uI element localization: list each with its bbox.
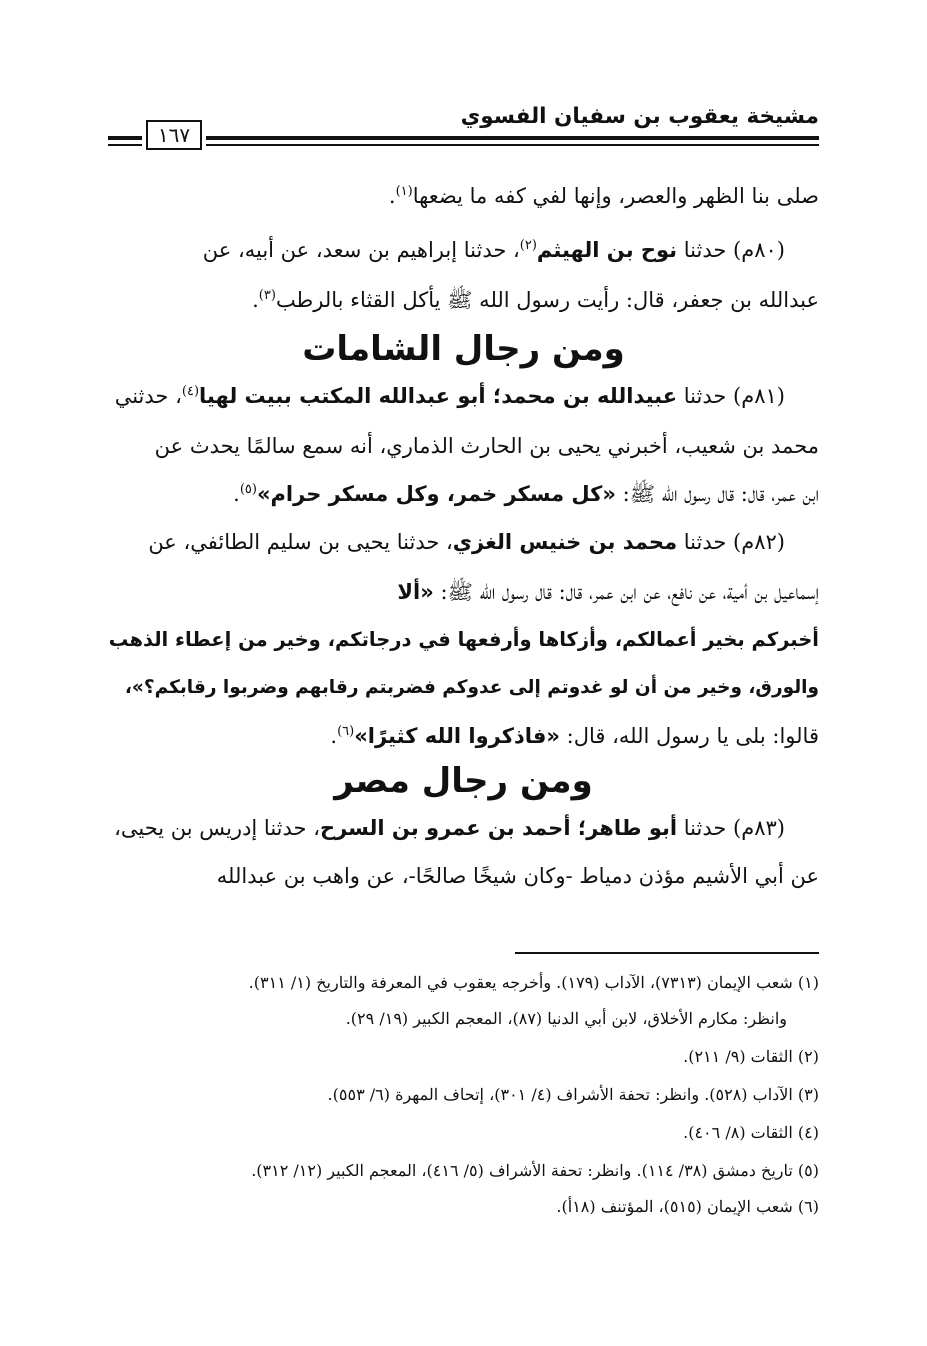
footnote-5: (٥) تاريخ دمشق (٣٨/ ١١٤). وانظر: تحفة الأشراف (٥/ ٤١٦)، المعجم الكبير (١٢/ ٣١٢). (251, 1161, 819, 1180)
page-number: ١٦٧ (146, 120, 202, 150)
text-line: صلى بنا الظهر والعصر، وإنها لفي كفه ما يضعها$^{(١)}$. (388, 184, 819, 208)
hadith-82-line (108, 526, 819, 558)
text-span: قالوا: بلى يا رسول الله، قال: (566, 724, 819, 748)
hadith-text: والورق، وخير من أن لو غدوتم إلى عدوكم فضربتم رقابهم وضربوا رقابكم؟»، (124, 677, 819, 698)
hadith-text: «كل مسكر خمر، وكل مسكر حرام» (256, 482, 616, 506)
text-line (108, 624, 819, 656)
narrator-name: عبيدالله بن محمد؛ أبو عبدالله المكتب ببيت لهيا (199, 384, 678, 408)
footnote-1: (١) شعب الإيمان (٧٣١٣)، الآداب (١٧٩). وأخرجه يعقوب في المعرفة والتاريخ (١/ ٣١١). (248, 973, 819, 992)
hadith-83-line (108, 812, 819, 844)
text-span: صلى بنا الظهر والعصر، وإنها لفي كفه ما يضعها (412, 184, 819, 208)
narrator-name: أبو طاهر؛ أحمد بن عمرو بن السرح (319, 816, 678, 840)
text-line: عن أبي الأشيم مؤذن دمياط -وكان شيخًا صالحًا-، عن واهب بن عبدالله (216, 864, 819, 888)
text-span: عبدالله بن جعفر، قال: رأيت رسول الله ﷺ يأكل القثاء بالرطب (275, 288, 819, 312)
text-line: عبدالله بن جعفر، قال: رأيت رسول الله ﷺ يأكل القثاء بالرطب$^{(٣)}$. (252, 288, 819, 312)
text-span: ، حدثنا يحيى بن سليم الطائفي، عن (148, 530, 453, 554)
footnote-4: (٤) الثقات (٨/ ٤٠٦). (683, 1123, 819, 1142)
hadith-text: «فاذكروا الله كثيرًا» (354, 724, 560, 748)
footnote-2: (٢) الثقات (٩/ ٢١١). (683, 1047, 819, 1066)
text-span: ابن عمر، قال: قال رسول الله ﷺ: (622, 482, 819, 506)
footnote-ref: (٦) (337, 724, 355, 739)
footnote-6: (٦) شعب الإيمان (٥١٥)، المؤتنف (١٨أ). (556, 1197, 819, 1216)
text-span: (٨١م) حدثنا (683, 384, 785, 408)
footnote-ref: (٤) (181, 384, 200, 399)
text-line (108, 576, 819, 608)
text-span: (٨٣م) حدثنا (683, 816, 785, 840)
text-span: ، حدثنا إدريس بن يحيى، (114, 816, 320, 840)
footnote-ref: (٣) (258, 288, 276, 303)
text-line: ابن عمر، قال: قال رسول الله ﷺ: «كل مسكر خمر، وكل مسكر حرام»$^{(٥)}$. (233, 482, 819, 506)
hadith-81-line (108, 380, 819, 412)
text-span: ، حدثني (114, 384, 182, 408)
text-span: (٨٢م) حدثنا (683, 530, 785, 554)
footnote-ref: (٢) (519, 238, 537, 253)
section-heading: ومن رجال مصر (334, 761, 593, 801)
footnote-separator (515, 952, 819, 954)
text-line: قالوا: بلى يا رسول الله، قال: «فاذكروا الله كثيرًا»$^{(٦)}$. (330, 724, 819, 748)
running-title: مشيخة يعقوب بن سفيان الفسوي (460, 104, 819, 129)
section-heading: ومن رجال الشامات (302, 329, 625, 369)
hadith-text: أخبركم بخير أعمالكم، وأزكاها وأرفعها في درجاتكم، وخير من إعطاء الذهب (108, 628, 819, 651)
narrator-name: نوح بن الهيثم (536, 238, 678, 262)
text-span: إسماعيل بن أمية، عن نافع، عن ابن عمر، قال: قال رسول الله ﷺ: (440, 580, 819, 604)
text-span: ، حدثنا إبراهيم بن سعد، عن أبيه، عن (202, 238, 520, 262)
text-span: (٨٠م) حدثنا (683, 238, 785, 262)
hadith-text: «ألا (397, 580, 434, 604)
text-line (108, 672, 819, 704)
header-rule-short (108, 136, 142, 146)
text-line: محمد بن شعيب، أخبرني يحيى بن الحارث الذماري، أنه سمع سالمًا يحدث عن (154, 434, 819, 458)
footnote-3: (٣) الآداب (٥٢٨). وانظر: تحفة الأشراف (٤/ ٣٠١)، إتحاف المهرة (٦/ ٥٥٣). (327, 1085, 819, 1104)
footnote-ref: (١) (395, 184, 413, 199)
hadith-80-line (108, 234, 819, 266)
narrator-name: محمد بن خنيس الغزي (452, 530, 678, 554)
footnote-ref: (٥) (239, 482, 257, 497)
header-rule (206, 136, 819, 146)
footnote-1-continued: وانظر: مكارم الأخلاق، لابن أبي الدنيا (٨٧)، المعجم الكبير (١٩/ ٢٩). (345, 1009, 787, 1028)
